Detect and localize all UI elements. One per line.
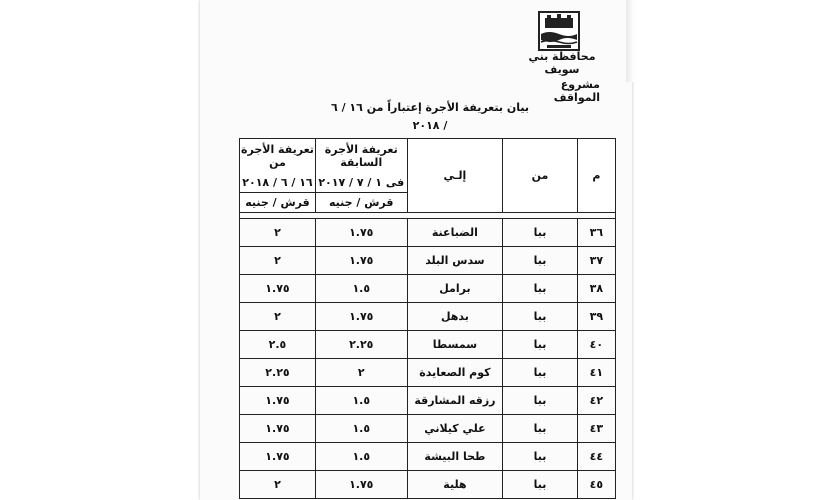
row-to: الضباعنة <box>407 219 503 247</box>
table-row <box>240 331 616 359</box>
row-previous-fare: ١.٥ <box>315 275 407 303</box>
row-number: ٣٦ <box>577 219 615 247</box>
table-row <box>240 303 616 331</box>
row-from: ببا <box>503 219 577 247</box>
previous-fare-title: تعريفة الأجرة السابقة <box>324 143 398 169</box>
row-new-fare: ٢.٢٥ <box>240 359 316 387</box>
previous-fare-date: فى ١ / ٧ / ٢٠١٧ <box>318 176 405 189</box>
row-from: ببا <box>503 387 577 415</box>
header-number: م <box>577 139 615 213</box>
row-to: بدهل <box>407 303 503 331</box>
row-to: رزقه المشارقة <box>407 387 503 415</box>
row-to: سمسطا <box>407 331 503 359</box>
row-previous-fare: ٢.٢٥ <box>315 331 407 359</box>
table-row <box>240 471 616 499</box>
row-number: ٤٥ <box>577 471 615 499</box>
row-from: ببا <box>503 275 577 303</box>
row-to: كوم الصعايدة <box>407 359 503 387</box>
header-to: إلـي <box>407 139 503 213</box>
row-number: ٣٩ <box>577 303 615 331</box>
row-to: برامل <box>407 275 503 303</box>
new-fare-date: ١٦ / ٦ / ٢٠١٨ <box>242 176 313 189</box>
table-row <box>240 219 616 247</box>
previous-fare-unit: قرش / جنيه <box>316 192 407 212</box>
row-number: ٤٤ <box>577 443 615 471</box>
header-new-fare <box>240 139 316 213</box>
header-from: من <box>503 139 577 213</box>
fare-table <box>239 138 616 499</box>
row-from: ببا <box>503 359 577 387</box>
header-previous-fare <box>315 139 407 213</box>
new-fare-title: تعريفة الأجرة من <box>240 143 314 169</box>
row-from: ببا <box>503 303 577 331</box>
row-previous-fare: ١.٧٥ <box>315 303 407 331</box>
row-to: سدس البلد <box>407 247 503 275</box>
row-previous-fare: ١.٥ <box>315 387 407 415</box>
row-previous-fare: ٢ <box>315 359 407 387</box>
row-new-fare: ٢ <box>240 303 316 331</box>
row-previous-fare: ١.٧٥ <box>315 247 407 275</box>
table-row <box>240 359 616 387</box>
row-new-fare: ١.٧٥ <box>240 415 316 443</box>
row-number: ٣٧ <box>577 247 615 275</box>
row-number: ٤٣ <box>577 415 615 443</box>
row-previous-fare: ١.٥ <box>315 415 407 443</box>
table-row <box>240 415 616 443</box>
row-new-fare: ٢ <box>240 247 316 275</box>
row-to: علي كيلاني <box>407 415 503 443</box>
row-number: ٣٨ <box>577 275 615 303</box>
row-new-fare: ٢ <box>240 471 316 499</box>
row-from: ببا <box>503 415 577 443</box>
row-to: طحا البيشة <box>407 443 503 471</box>
folded-page-edge <box>626 0 634 82</box>
table-row <box>240 443 616 471</box>
row-number: ٤٢ <box>577 387 615 415</box>
row-previous-fare: ١.٥ <box>315 443 407 471</box>
row-new-fare: ٢ <box>240 219 316 247</box>
row-new-fare: ١.٧٥ <box>240 443 316 471</box>
governorate-name: محافظة بني سويف <box>528 50 596 76</box>
table-row <box>240 275 616 303</box>
new-fare-unit: قرش / جنيه <box>240 192 315 212</box>
row-previous-fare: ١.٧٥ <box>315 219 407 247</box>
row-from: ببا <box>503 247 577 275</box>
row-previous-fare: ١.٧٥ <box>315 471 407 499</box>
row-new-fare: ٢.٥ <box>240 331 316 359</box>
row-new-fare: ١.٧٥ <box>240 275 316 303</box>
table-row <box>240 247 616 275</box>
row-number: ٤٠ <box>577 331 615 359</box>
row-new-fare: ١.٧٥ <box>240 387 316 415</box>
document-title: بيان بتعريفة الأجرة إعتباراً من ١٦ / ٦ / ٢٠١٨ <box>331 101 529 132</box>
row-from: ببا <box>503 443 577 471</box>
row-from: ببا <box>503 471 577 499</box>
row-from: ببا <box>503 331 577 359</box>
table-row <box>240 387 616 415</box>
row-to: هلية <box>407 471 503 499</box>
project-name: مشروع المواقف <box>553 78 600 104</box>
row-number: ٤١ <box>577 359 615 387</box>
